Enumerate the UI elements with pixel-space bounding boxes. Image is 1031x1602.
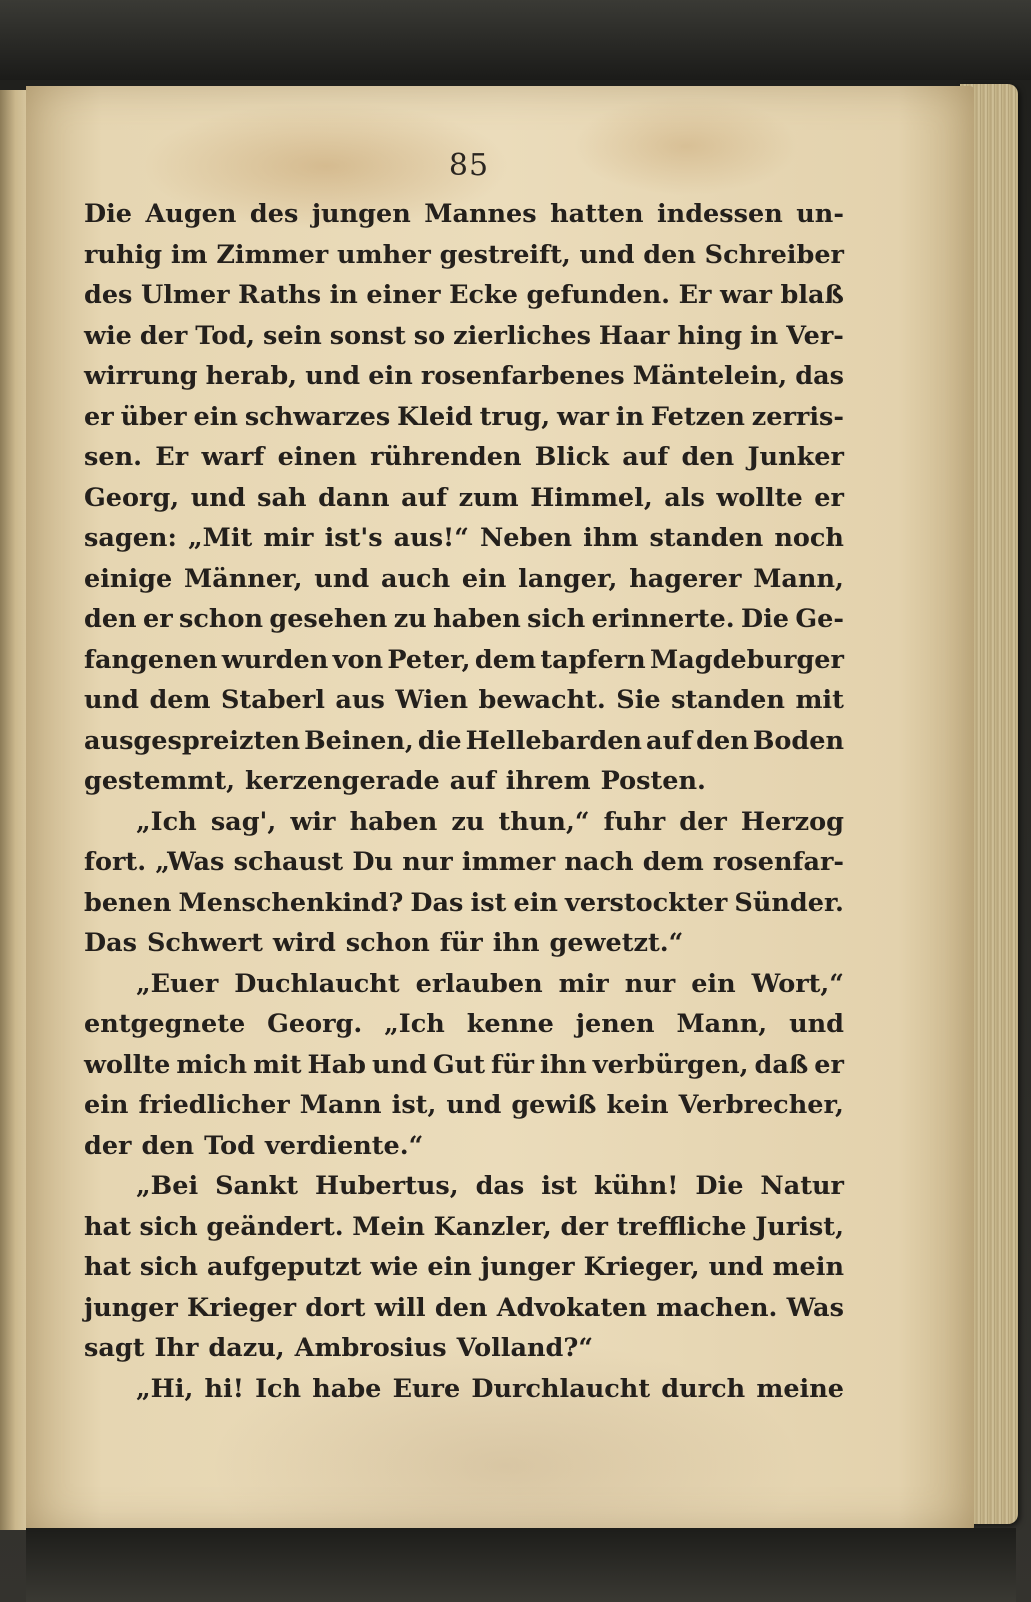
word: des: [249, 199, 299, 229]
word: einige: [84, 563, 173, 594]
word: Natur: [760, 1171, 844, 1201]
word: Ihr: [154, 1333, 199, 1363]
word: war: [720, 280, 772, 310]
word: „Mit: [187, 523, 253, 553]
word: entgegnete: [84, 1009, 246, 1039]
word: er: [814, 482, 844, 513]
text-line: [84, 437, 844, 478]
page-number: 85: [448, 148, 490, 183]
word: auf: [449, 766, 496, 796]
word: umher: [337, 239, 431, 270]
word: Menschenkind?: [178, 887, 404, 918]
word: un-: [796, 199, 844, 229]
word: gesehen: [269, 604, 388, 634]
word: hat: [84, 1211, 131, 1242]
word: dann: [318, 482, 390, 513]
word: dem: [642, 847, 704, 877]
word: er: [814, 1049, 844, 1080]
word: ihm: [583, 523, 639, 553]
word: das: [795, 361, 844, 391]
word: Männer,: [183, 563, 303, 594]
word: Fetzen: [650, 401, 745, 432]
word: Wort,“: [751, 968, 844, 999]
text-line: [84, 599, 844, 640]
text-line: [84, 1126, 844, 1167]
word: standen: [649, 523, 764, 553]
word: standen: [671, 685, 785, 715]
word: erlauben: [415, 968, 543, 999]
word: die: [417, 725, 462, 756]
word: Haar: [598, 320, 670, 351]
word: für: [491, 1049, 534, 1080]
word: trug,: [479, 401, 551, 432]
word: ruhig: [84, 239, 163, 270]
text-line: [84, 802, 844, 843]
text-line: [84, 883, 844, 924]
word: mit: [795, 685, 844, 715]
word: für: [439, 928, 483, 958]
word: Krieger: [187, 1292, 297, 1323]
text-line: [84, 356, 844, 397]
word: den: [434, 1292, 488, 1323]
word: sich: [139, 1211, 198, 1242]
word: Tod,: [195, 320, 256, 351]
word: daß: [754, 1049, 809, 1080]
word: und: [84, 685, 139, 715]
word: ausgespreizten: [84, 725, 301, 756]
word: haben: [349, 806, 438, 837]
word: Gut: [432, 1049, 486, 1080]
word: wird: [272, 928, 336, 958]
word: dazu,: [208, 1333, 285, 1363]
word: treffliche: [616, 1211, 747, 1242]
word: ein: [691, 968, 736, 999]
word: Duchlaucht: [234, 968, 400, 999]
word: ein: [461, 563, 507, 594]
word: benen: [84, 887, 172, 918]
word: Staberl: [221, 685, 325, 715]
word: den: [141, 1130, 195, 1161]
word: Mein: [352, 1211, 425, 1242]
word: zierliches: [453, 320, 591, 351]
word: wollte: [716, 482, 803, 513]
word: machen.: [656, 1292, 778, 1323]
word: im: [170, 239, 208, 270]
word: hing: [677, 320, 743, 351]
word: er: [84, 401, 114, 432]
word: Junker: [747, 442, 844, 472]
word: und: [314, 563, 370, 594]
word: Er: [155, 442, 189, 472]
word: jenen: [575, 1009, 655, 1039]
word: sonst: [329, 320, 406, 351]
word: er: [142, 604, 173, 634]
word: nur: [624, 968, 676, 999]
word: und: [446, 1090, 502, 1120]
word: bewacht.: [478, 685, 606, 715]
word: herab,: [205, 361, 298, 391]
word: erinnerte.: [591, 604, 735, 634]
word: den: [681, 442, 735, 472]
word: Himmel,: [530, 482, 653, 513]
word: fort.: [84, 847, 147, 877]
word: Mann,: [676, 1009, 768, 1039]
bottom-board-edge: [26, 1528, 1016, 1602]
word: Ulmer: [140, 280, 230, 310]
text-line: [84, 640, 844, 681]
word: auch: [380, 563, 451, 594]
word: Mann: [299, 1090, 382, 1120]
word: fangenen: [84, 644, 218, 675]
word: aufgeputzt: [206, 1252, 362, 1282]
word: Ambrosius: [294, 1333, 447, 1363]
word: wollte: [84, 1049, 171, 1080]
word: sagen:: [84, 523, 177, 553]
word: aus!“: [393, 523, 469, 553]
word: der: [84, 1130, 132, 1161]
word: ihn: [492, 928, 540, 958]
word: und: [789, 1009, 844, 1039]
word: Ecke: [449, 280, 518, 310]
word: und: [190, 482, 246, 513]
word: Wien: [395, 685, 468, 715]
word: sein: [263, 320, 322, 351]
word: einer: [366, 280, 441, 310]
binding-gutter: [0, 90, 28, 1530]
word: Raths: [238, 280, 322, 310]
word: Eure: [392, 1373, 461, 1404]
word: und: [372, 1049, 427, 1080]
word: gewiß: [511, 1090, 597, 1120]
word: sah: [257, 482, 307, 513]
word: den: [696, 725, 749, 756]
word: so: [413, 320, 446, 351]
text-line: [84, 194, 844, 235]
word: Georg,: [84, 482, 180, 513]
word: sen.: [84, 442, 142, 472]
word: rosenfar-: [712, 847, 844, 877]
word: kühn!: [594, 1171, 679, 1201]
word: Krieger,: [583, 1252, 700, 1282]
word: hi!: [204, 1373, 244, 1404]
word: kein: [606, 1090, 669, 1120]
text-line: [84, 316, 844, 357]
word: Boden: [752, 725, 844, 756]
word: Neben: [479, 523, 573, 553]
word: einen: [277, 442, 357, 472]
word: noch: [774, 523, 844, 553]
word: zu: [393, 604, 427, 634]
body-text: [84, 194, 844, 1409]
word: verdiente.“: [264, 1130, 424, 1161]
word: geändert.: [206, 1211, 344, 1242]
word: kerzengerade: [245, 766, 440, 796]
word: hagerer: [629, 563, 742, 594]
word: sich: [527, 604, 586, 634]
word: Ver-: [786, 320, 844, 351]
text-line: [84, 761, 844, 802]
word: Magdeburger: [650, 644, 844, 675]
word: Augen: [145, 199, 237, 229]
word: indessen: [657, 199, 783, 229]
word: Ge-: [795, 604, 844, 634]
word: zerris-: [751, 401, 844, 432]
word: ist,: [391, 1090, 437, 1120]
text-line: [84, 842, 844, 883]
word: den: [643, 239, 696, 270]
word: immer: [461, 847, 556, 877]
word: wie: [84, 320, 132, 351]
word: ein: [193, 401, 238, 432]
word: auf: [622, 442, 669, 472]
word: Die: [695, 1171, 744, 1201]
word: Peter,: [387, 644, 471, 675]
word: verbürgen,: [592, 1049, 749, 1080]
word: nach: [564, 847, 634, 877]
word: nur: [402, 847, 453, 877]
word: ist: [541, 1171, 578, 1201]
word: Du: [352, 847, 394, 877]
word: Sünder.: [734, 887, 844, 918]
word: auf: [401, 482, 448, 513]
word: blaß: [780, 280, 844, 310]
word: Schwert: [147, 928, 263, 958]
word: gefunden.: [526, 280, 671, 310]
word: in: [329, 280, 358, 310]
word: war: [556, 401, 609, 432]
word: Das: [410, 887, 464, 918]
word: Beinen,: [304, 725, 414, 756]
word: der: [560, 1211, 608, 1242]
text-line: [84, 1085, 844, 1126]
word: Die: [84, 199, 133, 229]
cover-board-edge: [0, 0, 1031, 80]
word: Posten.: [600, 766, 706, 796]
word: der: [679, 806, 727, 837]
word: Advokaten: [496, 1292, 647, 1323]
word: auf: [646, 725, 693, 756]
text-line: [84, 1247, 844, 1288]
text-line: [84, 397, 844, 438]
word: „Was: [155, 847, 225, 877]
word: ein: [84, 1090, 129, 1120]
word: schon: [345, 928, 430, 958]
word: rührenden: [370, 442, 522, 472]
word: mich: [176, 1049, 248, 1080]
word: Hubertus,: [314, 1171, 459, 1201]
word: Zimmer: [216, 239, 329, 270]
word: schwarzes: [244, 401, 391, 432]
word: Die: [740, 604, 789, 634]
word: in: [750, 320, 779, 351]
word: „Ich: [384, 1009, 445, 1039]
word: ist's: [324, 523, 383, 553]
word: über: [120, 401, 187, 432]
word: durch: [661, 1373, 746, 1404]
word: ein: [513, 887, 558, 918]
word: Er: [678, 280, 712, 310]
word: Volland?“: [456, 1333, 593, 1363]
text-line: [84, 923, 844, 964]
word: Blick: [534, 442, 609, 472]
word: sag',: [210, 806, 277, 837]
text-line: [84, 275, 844, 316]
word: und: [579, 239, 635, 270]
word: mit: [253, 1049, 302, 1080]
word: den: [84, 604, 137, 634]
text-line: [84, 1045, 844, 1086]
word: haben: [433, 604, 521, 634]
word: des: [84, 280, 133, 310]
word: und: [305, 361, 361, 391]
word: „Bei: [136, 1171, 199, 1201]
word: Mann,: [753, 563, 844, 594]
word: dem: [474, 644, 536, 675]
word: ist: [470, 887, 507, 918]
word: meine: [756, 1373, 844, 1404]
word: wurden: [221, 644, 329, 675]
word: tapfern: [540, 644, 646, 675]
word: hat: [84, 1252, 131, 1282]
word: dort: [305, 1292, 366, 1323]
word: Ich: [255, 1373, 302, 1404]
word: Sankt: [215, 1171, 299, 1201]
word: thun,“: [498, 806, 590, 837]
word: wir: [290, 806, 336, 837]
word: mein: [772, 1252, 844, 1282]
word: kenne: [466, 1009, 554, 1039]
text-line: [84, 680, 844, 721]
word: hatten: [550, 199, 644, 229]
word: wie: [370, 1252, 419, 1282]
word: junger: [480, 1252, 575, 1282]
word: mir: [263, 523, 314, 553]
word: Georg.: [267, 1009, 363, 1039]
word: friedlicher: [138, 1090, 290, 1120]
text-line: [84, 1004, 844, 1045]
word: dem: [149, 685, 211, 715]
word: Verbrecher,: [678, 1090, 844, 1120]
word: das: [475, 1171, 525, 1201]
text-line: [84, 518, 844, 559]
word: Mäntelein,: [632, 361, 788, 391]
word: Hab: [307, 1049, 366, 1080]
word: als: [664, 482, 705, 513]
text-line: [84, 1369, 844, 1410]
word: rosenfarbenes: [420, 361, 625, 391]
word: sich: [139, 1252, 198, 1282]
text-line: [84, 1166, 844, 1207]
word: wirrung: [84, 361, 198, 391]
word: Hellebarden: [465, 725, 642, 756]
word: habe: [312, 1373, 382, 1404]
word: ein: [427, 1252, 472, 1282]
word: will: [374, 1292, 426, 1323]
word: Tod: [204, 1130, 255, 1161]
word: Herzog: [740, 806, 844, 837]
word: „Ich: [136, 806, 197, 837]
word: sagt: [84, 1333, 145, 1363]
word: junger: [84, 1292, 178, 1323]
word: zu: [451, 806, 485, 837]
word: fuhr: [603, 806, 666, 837]
text-line: [84, 1288, 844, 1329]
text-line: [84, 964, 844, 1005]
word: schon: [179, 604, 263, 634]
word: gestemmt,: [84, 766, 236, 796]
word: zum: [458, 482, 519, 513]
word: von: [332, 644, 384, 675]
word: Jurist,: [755, 1211, 844, 1242]
word: „Euer: [136, 968, 219, 999]
text-line: [84, 478, 844, 519]
word: gestreift,: [439, 239, 571, 270]
word: aus: [335, 685, 385, 715]
word: ihn: [539, 1049, 587, 1080]
word: ihrem: [505, 766, 591, 796]
word: „Hi,: [136, 1373, 194, 1404]
word: Durchlaucht: [471, 1373, 651, 1404]
text-line: [84, 559, 844, 600]
word: und: [708, 1252, 764, 1282]
word: schaust: [233, 847, 344, 877]
text-line: [84, 1207, 844, 1248]
text-line: [84, 721, 844, 762]
word: Kleid: [397, 401, 473, 432]
word: Das: [84, 928, 137, 958]
text-line: [84, 235, 844, 276]
word: mir: [558, 968, 609, 999]
book-page: [26, 86, 974, 1531]
word: Was: [786, 1292, 844, 1323]
word: Schreiber: [704, 239, 844, 270]
word: langer,: [518, 563, 618, 594]
word: warf: [201, 442, 265, 472]
text-line: [84, 1328, 844, 1369]
word: der: [139, 320, 188, 351]
word: ein: [368, 361, 413, 391]
word: gewetzt.“: [549, 928, 684, 958]
word: Sie: [616, 685, 661, 715]
word: Kanzler,: [433, 1211, 552, 1242]
word: jungen: [311, 199, 411, 229]
word: in: [615, 401, 645, 432]
word: verstockter: [565, 887, 728, 918]
word: Mannes: [424, 199, 537, 229]
